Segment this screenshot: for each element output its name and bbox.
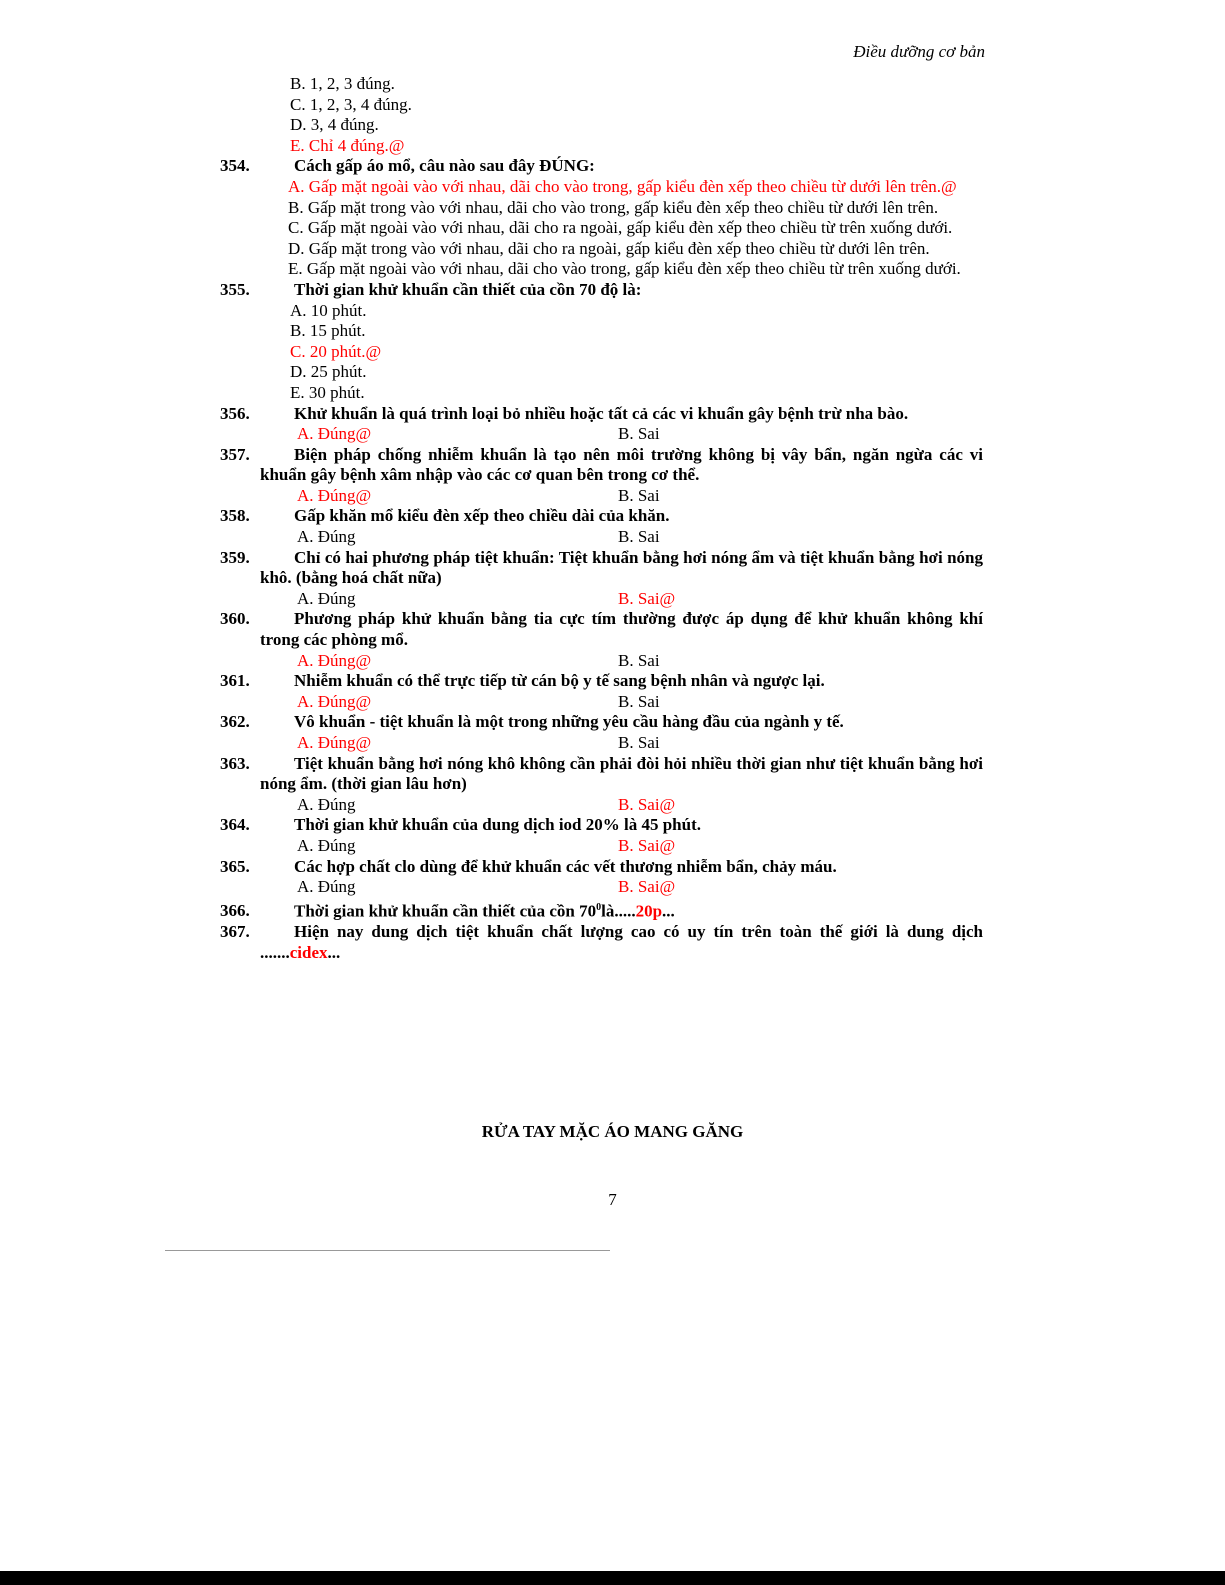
answer-option-a: A. Đúng bbox=[297, 527, 356, 547]
question-356 bbox=[0, 404, 1225, 425]
question-364 bbox=[0, 815, 1225, 836]
answer-option-a: A. Đúng@ bbox=[297, 691, 372, 711]
option-line: D. 25 phút. bbox=[290, 362, 367, 382]
option-line: D. Gấp mặt trong vào với nhau, dãi cho ra ngoài, gấp kiểu đèn xếp theo chiều từ dưới lên trên. bbox=[288, 238, 930, 258]
answer-option-b: B. Sai bbox=[618, 691, 660, 711]
answer-row bbox=[0, 836, 1225, 857]
answer-option-b: B. Sai@ bbox=[618, 794, 676, 814]
fill-answer: cidex bbox=[289, 942, 328, 962]
answer-option-a: A. Đúng bbox=[297, 877, 356, 897]
question-number: 367. bbox=[220, 922, 250, 941]
option-line: C. 1, 2, 3, 4 đúng. bbox=[290, 94, 412, 114]
question-number: 361. bbox=[220, 671, 250, 691]
question-text: Tiệt khuẩn bằng hơi nóng khô không cần phải đòi hỏi nhiều thời gian như tiệt khuẩn bằng hơi nóng ẩm. (thời gian lâu hơn) bbox=[260, 753, 983, 794]
option-line: D. 3, 4 đúng. bbox=[290, 115, 379, 135]
answer-row bbox=[0, 589, 1225, 610]
answer-option-b: B. Sai@ bbox=[618, 588, 676, 608]
question-text: Vô khuẩn - tiệt khuẩn là một trong những yêu cầu hàng đầu của ngành y tế. bbox=[294, 712, 844, 732]
option-line: A. 10 phút. bbox=[290, 300, 367, 320]
answer-option-b: B. Sai@ bbox=[618, 835, 676, 855]
question-365 bbox=[0, 857, 1225, 878]
question-list bbox=[0, 74, 1225, 963]
fill-answer: 20p bbox=[635, 901, 663, 921]
page-bottom-edge bbox=[0, 1571, 1225, 1585]
answer-row bbox=[0, 486, 1225, 507]
question-367 bbox=[0, 922, 1225, 963]
question-359 bbox=[0, 548, 1225, 589]
question-text: Phương pháp khử khuẩn bằng tia cực tím thường được áp dụng để khử khuẩn không khí trong các phòng mổ. bbox=[260, 609, 983, 650]
answer-option-b: B. Sai bbox=[618, 527, 660, 547]
question-number: 366. bbox=[220, 901, 250, 921]
answer-option-a: A. Đúng bbox=[297, 588, 356, 608]
question-number: 359. bbox=[220, 547, 250, 567]
answer-row bbox=[0, 795, 1225, 816]
option-line-correct: C. 20 phút.@ bbox=[290, 341, 382, 361]
question-text: Hiện nay dung dịch tiệt khuẩn chất lượng cao có uy tín trên toàn thế giới là dung dịch ....... bbox=[260, 922, 983, 962]
question-text: Biện pháp chống nhiễm khuẩn là tạo nên môi trường không bị vây bẩn, ngăn ngừa các vi khuẩn gây bệnh xâm nhập vào các cơ quan bên trong cơ thể. bbox=[260, 444, 983, 485]
question-text-suffix: ... bbox=[327, 942, 341, 962]
answer-row bbox=[0, 651, 1225, 672]
option-line: E. 30 phút. bbox=[290, 382, 365, 402]
answer-option-a: A. Đúng@ bbox=[297, 650, 372, 670]
answer-row bbox=[0, 527, 1225, 548]
question-number: 360. bbox=[220, 609, 250, 629]
question-text: Các hợp chất clo dùng để khử khuẩn các vết thương nhiễm bẩn, chảy máu. bbox=[294, 856, 837, 876]
answer-option-a: A. Đúng bbox=[297, 794, 356, 814]
question-360 bbox=[0, 609, 1225, 650]
degree-mark: 0 bbox=[596, 901, 602, 913]
answer-option-a: A. Đúng bbox=[297, 835, 356, 855]
option-line-correct: A. Gấp mặt ngoài vào với nhau, dãi cho vào trong, gấp kiểu đèn xếp theo chiều từ dưới lên trên.@ bbox=[288, 176, 957, 196]
question-number: 357. bbox=[220, 444, 250, 464]
answer-row bbox=[0, 692, 1225, 713]
section-title: RỬA TAY MẶC ÁO MANG GĂNG bbox=[481, 1122, 744, 1141]
question-text: Thời gian khử khuẩn của dung dịch iod 20% là 45 phút. bbox=[294, 815, 702, 835]
answer-option-a: A. Đúng@ bbox=[297, 733, 372, 752]
question-363 bbox=[0, 754, 1225, 795]
answer-row bbox=[0, 424, 1225, 445]
answer-option-b: B. Sai@ bbox=[618, 877, 676, 897]
option-line: E. Gấp mặt ngoài vào với nhau, dãi cho vào trong, gấp kiểu đèn xếp theo chiều từ trên xuống dưới. bbox=[288, 259, 961, 279]
question-text: Thời gian khử khuẩn cần thiết của cồn 70 độ là: bbox=[294, 279, 642, 299]
footnote-divider bbox=[165, 1250, 610, 1251]
question-text: Cách gấp áo mổ, câu nào sau đây ĐÚNG: bbox=[294, 156, 595, 176]
answer-option-a: A. Đúng@ bbox=[297, 424, 372, 444]
question-number: 356. bbox=[220, 403, 250, 423]
answer-option-b: B. Sai bbox=[618, 424, 660, 444]
option-line-correct: E. Chỉ 4 đúng.@ bbox=[290, 135, 405, 155]
question-number: 364. bbox=[220, 815, 250, 835]
question-text: Gấp khăn mổ kiểu đèn xếp theo chiều dài của khăn. bbox=[294, 506, 670, 526]
true-false-questions bbox=[0, 404, 1225, 898]
question-number: 358. bbox=[220, 506, 250, 526]
question-text: Thời gian khử khuẩn cần thiết của cồn 70 bbox=[294, 901, 597, 921]
question-text: Nhiễm khuẩn có thể trực tiếp từ cán bộ y tế sang bệnh nhân và ngược lại. bbox=[294, 671, 825, 691]
question-text: Khử khuẩn là quá trình loại bỏ nhiều hoặc tất cả các vi khuẩn gây bệnh trừ nha bào. bbox=[294, 403, 909, 423]
question-number: 365. bbox=[220, 856, 250, 876]
answer-row bbox=[0, 877, 1225, 898]
question-text-mid: là..... bbox=[601, 901, 636, 921]
page-number: 7 bbox=[608, 1190, 617, 1209]
question-number: 363. bbox=[220, 753, 250, 773]
question-number: 355. bbox=[220, 279, 250, 299]
answer-option-b: B. Sai bbox=[618, 733, 660, 752]
answer-option-a: A. Đúng@ bbox=[297, 485, 372, 505]
option-line: B. 1, 2, 3 đúng. bbox=[290, 74, 395, 93]
option-line: B. Gấp mặt trong vào với nhau, dãi cho vào trong, gấp kiểu đèn xếp theo chiều từ dưới lên trên. bbox=[288, 197, 939, 217]
question-357 bbox=[0, 445, 1225, 486]
answer-option-b: B. Sai bbox=[618, 485, 660, 505]
running-header: Điều dưỡng cơ bản bbox=[853, 42, 985, 61]
question-number: 362. bbox=[220, 712, 250, 732]
question-358 bbox=[0, 506, 1225, 527]
question-text: Chỉ có hai phương pháp tiệt khuẩn: Tiệt khuẩn bằng hơi nóng ẩm và tiệt khuẩn bằng hơi nóng khô. (bằng hoá chất nữa) bbox=[260, 547, 983, 588]
question-text-suffix: ... bbox=[662, 901, 675, 921]
question-362 bbox=[0, 712, 1225, 733]
answer-option-b: B. Sai bbox=[618, 650, 660, 670]
option-line: B. 15 phút. bbox=[290, 321, 366, 341]
question-number: 354. bbox=[220, 156, 250, 176]
question-355 bbox=[0, 280, 1225, 301]
question-366 bbox=[0, 898, 1225, 922]
answer-row bbox=[0, 733, 1225, 754]
question-361 bbox=[0, 671, 1225, 692]
option-line: C. Gấp mặt ngoài vào với nhau, dãi cho ra ngoài, gấp kiểu đèn xếp theo chiều từ trên xuống dưới. bbox=[288, 218, 953, 238]
question-354 bbox=[0, 156, 1225, 177]
